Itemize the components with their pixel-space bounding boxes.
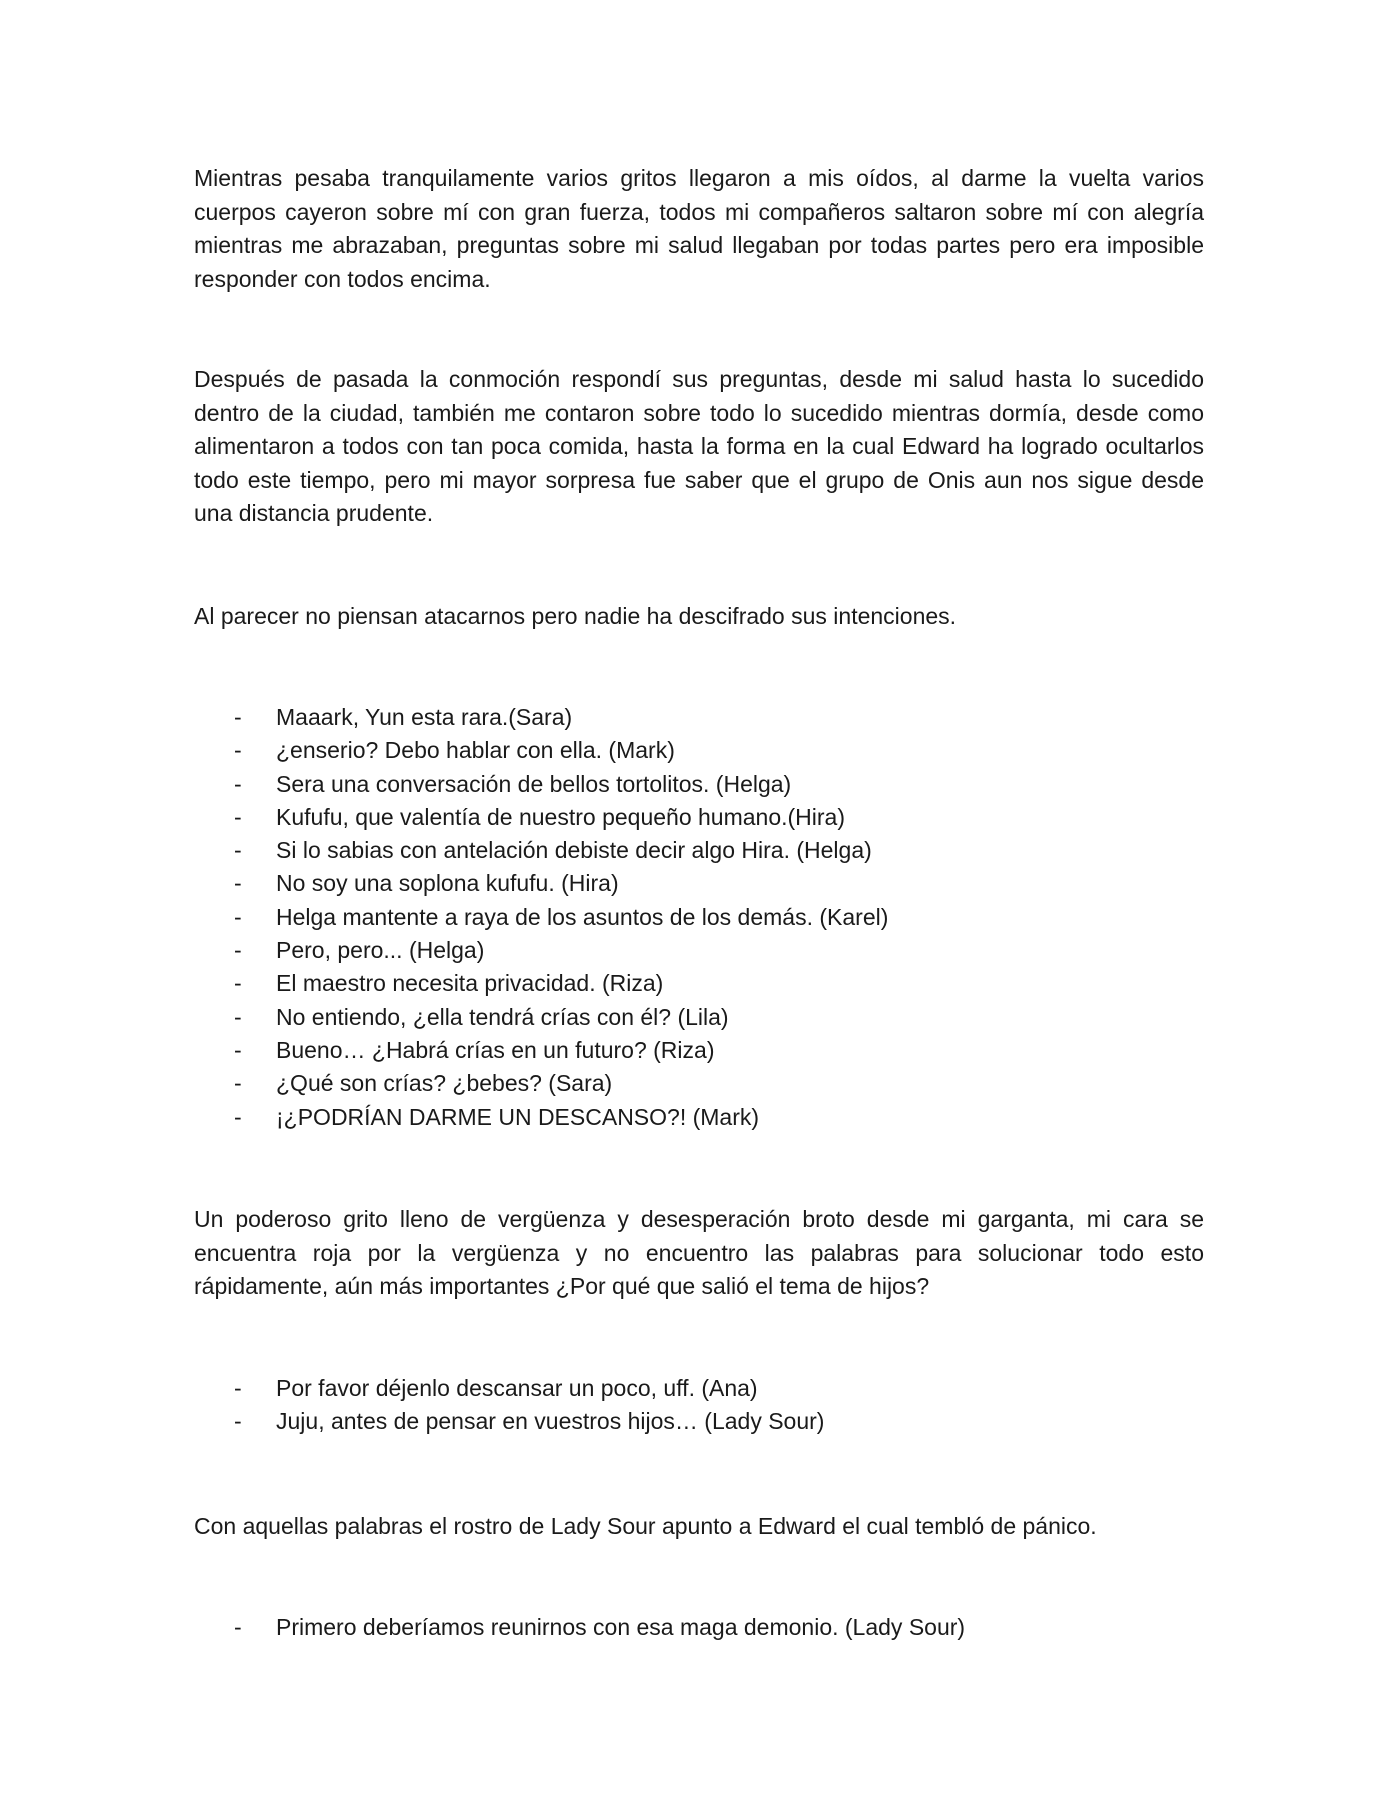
dash-bullet: -: [234, 1103, 242, 1130]
dialogue-line: [234, 1405, 1134, 1438]
dialogue-text: Helga mantente a raya de los asuntos de los demás. (Karel): [276, 903, 889, 930]
dash-bullet: -: [234, 837, 242, 864]
paragraph-3: Al parecer no piensan atacarnos pero nadie ha descifrado sus intenciones.: [194, 603, 957, 629]
dash-bullet: -: [234, 1375, 242, 1401]
dash-bullet: -: [234, 870, 242, 897]
dialogue-list-3: [234, 1611, 1134, 1644]
paragraph-5: Con aquellas palabras el rostro de Lady Sour apunto a Edward el cual tembló de pánico.: [194, 1513, 1097, 1539]
dash-bullet: -: [234, 1614, 242, 1640]
dialogue-line: [234, 834, 1134, 867]
dash-bullet: -: [234, 903, 242, 930]
dialogue-text: Si lo sabias con antelación debiste decir algo Hira. (Helga): [276, 837, 872, 864]
dash-bullet: -: [234, 1408, 242, 1435]
dialogue-text: No entiendo, ¿ella tendrá crías con él? (Lila): [276, 1003, 729, 1030]
dash-bullet: -: [234, 970, 242, 997]
dialogue-line: [234, 1067, 1134, 1100]
paragraph-1: Mientras pesaba tranquilamente varios gritos llegaron a mis oídos, al darme la vuelta varios cuerpos cayeron sobre mí con gran fuerza, todos mi compañeros saltaron sobre mí con alegría mientras me abrazaban, preguntas sobre mi salud llegaban por todas partes pero era imposible responder con todos encima.: [194, 165, 1204, 292]
dialogue-text: ¿Qué son crías? ¿bebes? (Sara): [276, 1070, 613, 1097]
dialogue-text: Primero deberíamos reunirnos con esa maga demonio. (Lady Sour): [276, 1614, 966, 1640]
dialogue-line: [234, 901, 1134, 934]
dialogue-text: ¡¿PODRÍAN DARME UN DESCANSO?! (Mark): [276, 1103, 760, 1130]
dash-bullet: -: [234, 803, 242, 830]
dialogue-line: [234, 734, 1134, 767]
dash-bullet: -: [234, 937, 242, 964]
dash-bullet: -: [234, 1070, 242, 1097]
dialogue-line: [234, 801, 1134, 834]
dash-bullet: -: [234, 737, 242, 764]
dialogue-list-2: [234, 1372, 1134, 1439]
dialogue-text: Maaark, Yun esta rara.(Sara): [276, 704, 573, 730]
dialogue-line: [234, 1611, 1134, 1644]
dialogue-line: [234, 768, 1134, 801]
dash-bullet: -: [234, 1003, 242, 1030]
dialogue-line: [234, 1034, 1134, 1067]
dialogue-text: El maestro necesita privacidad. (Riza): [276, 970, 664, 997]
dash-bullet: -: [234, 770, 242, 797]
dialogue-line: [234, 1372, 1134, 1405]
dialogue-text: ¿enserio? Debo hablar con ella. (Mark): [276, 737, 675, 764]
dialogue-list-1: [234, 701, 1134, 1134]
dialogue-text: Por favor déjenlo descansar un poco, uff. (Ana): [276, 1375, 758, 1401]
dialogue-line: [234, 967, 1134, 1000]
paragraph-2: Después de pasada la conmoción respondí sus preguntas, desde mi salud hasta lo sucedido dentro de la ciudad, también me contaron sobre todo lo sucedido mientras dormía, desde como alimentaron a todos con tan poca comida, hasta la forma en la cual Edward ha logrado ocultarlos todo este tiempo, pero mi mayor sorpresa fue saber que el grupo de Onis aun nos sigue desde una distancia prudente.: [194, 366, 1204, 526]
dialogue-line: [234, 1001, 1134, 1034]
dash-bullet: -: [234, 704, 242, 730]
dialogue-text: Bueno… ¿Habrá crías en un futuro? (Riza): [276, 1036, 715, 1063]
dialogue-text: Pero, pero... (Helga): [276, 937, 485, 964]
dash-bullet: -: [234, 1036, 242, 1063]
dialogue-line: [234, 701, 1134, 734]
dialogue-text: Sera una conversación de bellos tortolitos. (Helga): [276, 770, 792, 797]
dialogue-line: [234, 934, 1134, 967]
dialogue-text: Kufufu, que valentía de nuestro pequeño humano.(Hira): [276, 803, 845, 830]
dialogue-text: No soy una soplona kufufu. (Hira): [276, 870, 619, 897]
dialogue-text: Juju, antes de pensar en vuestros hijos… (Lady Sour): [276, 1408, 825, 1435]
dialogue-line: [234, 1101, 1134, 1134]
paragraph-4: Un poderoso grito lleno de vergüenza y desesperación broto desde mi garganta, mi cara se encuentra roja por la vergüenza y no encuentro las palabras para solucionar todo esto rápidamente, aún más importantes ¿Por qué que salió el tema de hijos?: [194, 1206, 1204, 1299]
dialogue-line: [234, 867, 1134, 900]
